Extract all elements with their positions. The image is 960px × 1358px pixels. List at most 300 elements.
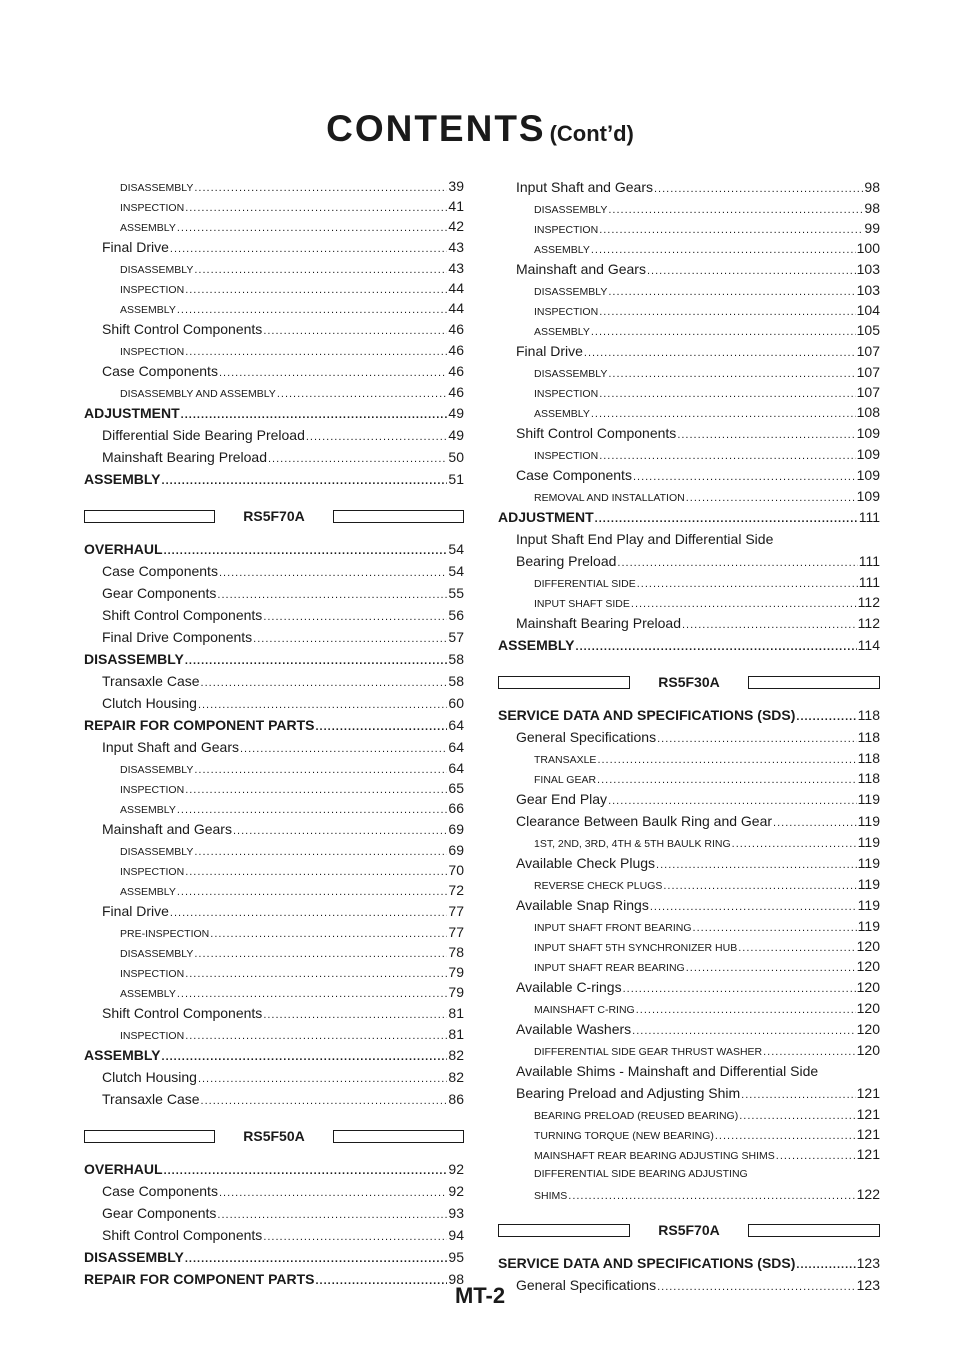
toc-entry[interactable] bbox=[84, 1224, 464, 1246]
toc-entry-label: DISASSEMBLY bbox=[534, 368, 608, 380]
page-number: MT-2 bbox=[454, 1283, 506, 1308]
toc-entry[interactable] bbox=[84, 360, 464, 382]
toc-entry-label: DISASSEMBLY bbox=[120, 948, 194, 960]
toc-entry-page: 123 bbox=[856, 1277, 880, 1293]
toc-entry-page: 51 bbox=[448, 471, 464, 487]
toc-entry-page: 92 bbox=[448, 1183, 464, 1199]
toc-entry[interactable] bbox=[84, 840, 464, 860]
toc-entry[interactable] bbox=[84, 278, 464, 298]
toc-entry[interactable] bbox=[84, 216, 464, 236]
toc-entry-page: 105 bbox=[856, 322, 880, 338]
dot-leader bbox=[198, 692, 447, 716]
toc-entry[interactable] bbox=[498, 486, 880, 506]
toc-entry-page: 72 bbox=[448, 882, 464, 898]
toc-entry[interactable] bbox=[498, 768, 880, 788]
dot-leader bbox=[773, 810, 857, 834]
toc-entry-page: 55 bbox=[448, 585, 464, 601]
toc-entry[interactable] bbox=[84, 382, 464, 402]
toc-entry-label: Clutch Housing bbox=[102, 695, 197, 711]
toc-entry-page: 107 bbox=[856, 343, 880, 359]
toc-entry[interactable] bbox=[84, 714, 464, 736]
toc-entry-label: REVERSE CHECK PLUGS bbox=[534, 880, 663, 892]
dot-leader bbox=[739, 1106, 855, 1126]
toc-entry-continued[interactable]: Available Shims - Mainshaft and Differential Side bbox=[516, 1063, 819, 1079]
toc-entry-label: ASSEMBLY bbox=[534, 408, 590, 420]
toc-entry[interactable] bbox=[498, 874, 880, 894]
toc-entry-page: 104 bbox=[856, 302, 880, 318]
toc-entry[interactable] bbox=[498, 810, 880, 832]
toc-entry[interactable] bbox=[498, 300, 880, 320]
toc-entry[interactable] bbox=[84, 1202, 464, 1224]
toc-entry-page: 64 bbox=[448, 739, 464, 755]
toc-entry[interactable] bbox=[84, 922, 464, 942]
dot-leader bbox=[677, 422, 855, 446]
toc-entry-label: Clutch Housing bbox=[102, 1069, 197, 1085]
toc-entry-page: 119 bbox=[857, 791, 880, 807]
toc-entry[interactable] bbox=[84, 560, 464, 582]
toc-entry-label: DISASSEMBLY bbox=[84, 1249, 184, 1265]
toc-entry-page: 112 bbox=[857, 594, 880, 610]
toc-entry-page: 121 bbox=[856, 1085, 880, 1101]
dot-leader bbox=[776, 1146, 856, 1166]
toc-entry-page: 49 bbox=[448, 427, 464, 443]
toc-entry[interactable] bbox=[84, 402, 464, 424]
toc-entry-page: 54 bbox=[448, 541, 464, 557]
toc-entry[interactable] bbox=[84, 626, 464, 648]
toc-entry-label: DISASSEMBLY AND ASSEMBLY bbox=[120, 388, 276, 400]
dot-leader bbox=[623, 976, 856, 1000]
dot-leader bbox=[796, 704, 856, 728]
toc-entry-label: INSPECTION bbox=[534, 224, 599, 236]
toc-entry[interactable] bbox=[498, 998, 880, 1018]
toc-entry-page: 120 bbox=[856, 958, 880, 974]
toc-entry-label: Gear End Play bbox=[516, 791, 608, 807]
toc-entry-page: 120 bbox=[856, 938, 880, 954]
toc-entry-page: 95 bbox=[448, 1249, 464, 1265]
toc-entry-page: 58 bbox=[448, 651, 464, 667]
toc-entry-label: Final Drive bbox=[516, 343, 583, 359]
toc-entry[interactable] bbox=[498, 748, 880, 768]
toc-entry-label: ADJUSTMENT bbox=[498, 509, 594, 525]
toc-entry[interactable] bbox=[84, 424, 464, 446]
toc-left-column bbox=[84, 176, 464, 1290]
toc-entry-label: REPAIR FOR COMPONENT PARTS bbox=[84, 717, 315, 733]
toc-entry[interactable] bbox=[498, 198, 880, 218]
toc-entry-page: 46 bbox=[448, 363, 464, 379]
dot-leader bbox=[597, 750, 856, 770]
dot-leader bbox=[599, 220, 863, 240]
toc-entry[interactable] bbox=[84, 1180, 464, 1202]
toc-entry[interactable] bbox=[84, 582, 464, 604]
toc-entry-page: 109 bbox=[856, 488, 880, 504]
dot-leader bbox=[198, 1066, 447, 1090]
toc-entry-label: Available C-rings bbox=[516, 979, 622, 995]
toc-entry[interactable] bbox=[84, 648, 464, 670]
dot-leader bbox=[654, 176, 863, 200]
dot-leader bbox=[219, 360, 447, 384]
dot-leader bbox=[686, 488, 856, 508]
dot-leader bbox=[162, 1044, 448, 1068]
dot-leader bbox=[597, 770, 857, 790]
toc-entry-label: Shift Control Components bbox=[102, 1005, 263, 1021]
toc-entry[interactable] bbox=[84, 298, 464, 318]
toc-entry-label: TRANSAXLE bbox=[534, 754, 597, 766]
toc-entry[interactable] bbox=[84, 468, 464, 490]
dot-leader bbox=[240, 736, 447, 760]
dot-leader bbox=[185, 280, 447, 300]
divider-bar bbox=[498, 676, 630, 689]
toc-entry-label: Mainshaft and Gears bbox=[102, 821, 232, 837]
toc-entry[interactable] bbox=[498, 832, 880, 852]
dot-leader bbox=[647, 258, 856, 282]
toc-entry-page: 112 bbox=[857, 615, 880, 631]
toc-entry-label: Available Snap Rings bbox=[516, 897, 649, 913]
toc-entry[interactable] bbox=[498, 1018, 880, 1040]
dot-leader bbox=[194, 944, 447, 964]
toc-entry[interactable] bbox=[498, 894, 880, 916]
toc-entry[interactable] bbox=[84, 318, 464, 340]
dot-leader bbox=[177, 882, 448, 902]
toc-entry-label: Shift Control Components bbox=[102, 1227, 263, 1243]
toc-entry-label: INSPECTION bbox=[534, 388, 599, 400]
toc-entry-label: INPUT SHAFT 5TH SYNCHRONIZER HUB bbox=[534, 942, 738, 954]
toc-entry-label: DISASSEMBLY bbox=[120, 764, 194, 776]
toc-entry[interactable] bbox=[84, 1044, 464, 1066]
toc-entry-label: INSPECTION bbox=[120, 1030, 185, 1042]
toc-entry-page: 99 bbox=[864, 220, 880, 236]
toc-entry[interactable] bbox=[84, 962, 464, 982]
toc-entry[interactable] bbox=[84, 942, 464, 962]
toc-entry[interactable] bbox=[498, 362, 880, 382]
toc-entry-page: 86 bbox=[448, 1091, 464, 1107]
toc-entry-page: 123 bbox=[856, 1255, 880, 1271]
dot-leader bbox=[162, 468, 448, 492]
toc-entry-label: Shift Control Components bbox=[102, 321, 263, 337]
toc-entry[interactable] bbox=[498, 422, 880, 444]
section-divider bbox=[84, 1118, 464, 1154]
toc-entry[interactable] bbox=[84, 1088, 464, 1110]
dot-leader bbox=[217, 582, 447, 606]
toc-entry-page: 79 bbox=[448, 964, 464, 980]
dot-leader bbox=[185, 1026, 447, 1046]
toc-entry[interactable] bbox=[498, 340, 880, 362]
toc-entry-page: 111 bbox=[858, 574, 880, 590]
toc-entry-page: 79 bbox=[448, 984, 464, 1000]
toc-entry-label: PRE-INSPECTION bbox=[120, 928, 210, 940]
toc-entry-label: MAINSHAFT C-RING bbox=[534, 1004, 635, 1016]
toc-entry[interactable] bbox=[84, 670, 464, 692]
divider-bar bbox=[333, 1130, 464, 1143]
toc-entry-page: 65 bbox=[448, 780, 464, 796]
section-divider bbox=[84, 498, 464, 534]
toc-entry-page: 93 bbox=[448, 1205, 464, 1221]
toc-entry[interactable] bbox=[84, 604, 464, 626]
toc-entry[interactable] bbox=[498, 634, 880, 656]
toc-entry-page: 82 bbox=[448, 1069, 464, 1085]
toc-entry-label: ASSEMBLY bbox=[498, 637, 575, 653]
toc-entry[interactable] bbox=[84, 538, 464, 560]
dot-leader bbox=[164, 1158, 448, 1182]
toc-entry[interactable] bbox=[498, 1252, 880, 1274]
toc-entry-page: 46 bbox=[448, 342, 464, 358]
toc-entry[interactable] bbox=[84, 340, 464, 360]
toc-entry[interactable] bbox=[84, 1246, 464, 1268]
dot-leader bbox=[584, 340, 856, 364]
toc-entry[interactable] bbox=[84, 236, 464, 258]
toc-entry-page: 108 bbox=[856, 404, 880, 420]
toc-entry-continued[interactable]: Input Shaft End Play and Differential Side bbox=[516, 531, 774, 547]
dot-leader bbox=[599, 302, 855, 322]
toc-entry[interactable] bbox=[498, 1082, 880, 1104]
toc-entry-page: 119 bbox=[857, 813, 880, 829]
dot-leader bbox=[617, 550, 857, 574]
toc-entry-label: ASSEMBLY bbox=[534, 326, 590, 338]
toc-entry-label: Shift Control Components bbox=[516, 425, 677, 441]
toc-entry-label: DISASSEMBLY bbox=[84, 651, 184, 667]
toc-entry-label: ASSEMBLY bbox=[120, 304, 176, 316]
toc-entry-label: ASSEMBLY bbox=[84, 471, 161, 487]
toc-entry-page: 100 bbox=[856, 240, 880, 256]
toc-entry[interactable] bbox=[84, 860, 464, 880]
toc-entry-page: 121 bbox=[856, 1126, 880, 1142]
toc-entry-page: 60 bbox=[448, 695, 464, 711]
section-title: RS5F50A bbox=[243, 1128, 305, 1144]
toc-entry[interactable] bbox=[498, 176, 880, 198]
toc-entry[interactable] bbox=[498, 444, 880, 464]
toc-entry-label: General Specifications bbox=[516, 1277, 657, 1293]
toc-entry-page: 118 bbox=[857, 707, 880, 723]
toc-entry-page: 120 bbox=[856, 1000, 880, 1016]
dot-leader bbox=[796, 1252, 855, 1276]
toc-entry[interactable] bbox=[84, 900, 464, 922]
toc-entry-page: 56 bbox=[448, 607, 464, 623]
dot-leader bbox=[608, 282, 855, 302]
divider-bar bbox=[748, 676, 880, 689]
dot-leader bbox=[170, 900, 448, 924]
dot-leader bbox=[185, 198, 447, 218]
dot-leader bbox=[268, 446, 447, 470]
toc-entry[interactable] bbox=[84, 758, 464, 778]
toc-entry-page: 119 bbox=[857, 876, 880, 892]
toc-entry-page: 107 bbox=[856, 364, 880, 380]
toc-entry-label: DISASSEMBLY bbox=[120, 264, 194, 276]
toc-entry[interactable] bbox=[498, 956, 880, 976]
dot-leader bbox=[185, 862, 447, 882]
dot-leader bbox=[233, 818, 447, 842]
dot-leader bbox=[185, 780, 447, 800]
dot-leader bbox=[201, 1088, 448, 1112]
toc-entry[interactable] bbox=[84, 1066, 464, 1088]
toc-entry[interactable] bbox=[498, 238, 880, 258]
toc-entry-page: 120 bbox=[856, 1021, 880, 1037]
toc-entry-page: 98 bbox=[864, 179, 880, 195]
toc-entry-page: 114 bbox=[857, 637, 880, 653]
toc-entry-label: Available Check Plugs bbox=[516, 855, 656, 871]
toc-entry-page: 118 bbox=[857, 750, 880, 766]
contents-heading: CONTENTS bbox=[326, 108, 546, 149]
toc-entry[interactable] bbox=[84, 778, 464, 798]
toc-entry[interactable] bbox=[84, 446, 464, 468]
dot-leader bbox=[194, 178, 447, 198]
toc-entry-label: SERVICE DATA AND SPECIFICATIONS (SDS) bbox=[498, 707, 796, 723]
toc-entry[interactable] bbox=[498, 258, 880, 280]
divider-bar bbox=[748, 1224, 880, 1237]
dot-leader bbox=[763, 1042, 856, 1062]
toc-entry[interactable] bbox=[84, 692, 464, 714]
toc-entry-label: 1ST, 2ND, 3RD, 4TH & 5TH BAULK RING bbox=[534, 838, 731, 850]
dot-leader bbox=[177, 300, 448, 320]
toc-entry[interactable] bbox=[498, 506, 880, 528]
section-title: RS5F70A bbox=[658, 1222, 720, 1238]
toc-entry[interactable] bbox=[84, 798, 464, 818]
toc-entry-label: INPUT SHAFT SIDE bbox=[534, 598, 630, 610]
dot-leader bbox=[194, 260, 447, 280]
toc-entry-page: 119 bbox=[857, 897, 880, 913]
dot-leader bbox=[568, 1186, 855, 1206]
toc-entry-continued[interactable]: DIFFERENTIAL SIDE BEARING ADJUSTING bbox=[534, 1168, 748, 1180]
dot-leader bbox=[608, 200, 863, 220]
toc-entry[interactable] bbox=[84, 176, 464, 196]
toc-entry-label: Transaxle Case bbox=[102, 673, 200, 689]
toc-entry-label: Mainshaft Bearing Preload bbox=[102, 449, 267, 465]
toc-entry-label: INSPECTION bbox=[120, 202, 185, 214]
toc-entry-label: DISASSEMBLY bbox=[534, 204, 608, 216]
dot-leader bbox=[170, 236, 448, 260]
toc-entry[interactable] bbox=[84, 196, 464, 216]
toc-right-column bbox=[498, 176, 880, 1296]
toc-entry[interactable] bbox=[498, 788, 880, 810]
toc-entry[interactable] bbox=[498, 936, 880, 956]
toc-entry[interactable] bbox=[84, 880, 464, 900]
toc-entry[interactable] bbox=[498, 592, 880, 612]
page-title bbox=[0, 108, 960, 150]
toc-entry-page: 98 bbox=[448, 1271, 464, 1287]
toc-entry-label: OVERHAUL bbox=[84, 541, 163, 557]
toc-entry-page: 44 bbox=[448, 300, 464, 316]
toc-entry-label: Case Components bbox=[102, 363, 218, 379]
dot-leader bbox=[686, 958, 856, 978]
toc-entry-page: 39 bbox=[448, 178, 464, 194]
toc-entry-label: Gear Components bbox=[102, 1205, 217, 1221]
toc-entry-label: Bearing Preload bbox=[516, 553, 617, 569]
toc-entry[interactable] bbox=[84, 982, 464, 1002]
toc-entry[interactable] bbox=[498, 726, 880, 748]
toc-entry[interactable] bbox=[498, 402, 880, 422]
toc-entry[interactable] bbox=[498, 572, 880, 592]
toc-entry-label: Shift Control Components bbox=[102, 607, 263, 623]
toc-entry[interactable] bbox=[498, 1104, 880, 1124]
toc-entry[interactable] bbox=[498, 1040, 880, 1060]
toc-entry[interactable] bbox=[498, 280, 880, 300]
dot-leader bbox=[316, 714, 448, 738]
toc-entry-label: Transaxle Case bbox=[102, 1091, 200, 1107]
dot-leader bbox=[185, 342, 447, 362]
section-divider bbox=[498, 1212, 880, 1248]
divider-bar bbox=[333, 510, 464, 523]
toc-entry[interactable] bbox=[498, 976, 880, 998]
dot-leader bbox=[632, 1018, 855, 1042]
toc-entry[interactable] bbox=[84, 736, 464, 758]
toc-entry-label: Differential Side Bearing Preload bbox=[102, 427, 305, 443]
toc-entry-label: INSPECTION bbox=[120, 866, 185, 878]
toc-entry-label: ASSEMBLY bbox=[120, 988, 176, 1000]
toc-entry-label: OVERHAUL bbox=[84, 1161, 163, 1177]
toc-entry[interactable] bbox=[498, 550, 880, 572]
toc-entry-page: 94 bbox=[448, 1227, 464, 1243]
section-title: RS5F30A bbox=[658, 674, 720, 690]
toc-entry-page: 44 bbox=[448, 280, 464, 296]
toc-entry-page: 66 bbox=[448, 800, 464, 816]
dot-leader bbox=[164, 538, 448, 562]
toc-entry[interactable] bbox=[84, 1002, 464, 1024]
toc-entry[interactable] bbox=[498, 382, 880, 402]
dot-leader bbox=[693, 918, 857, 938]
toc-entry[interactable] bbox=[498, 852, 880, 874]
dot-leader bbox=[591, 240, 856, 260]
dot-leader bbox=[738, 938, 855, 958]
toc-entry[interactable] bbox=[498, 612, 880, 634]
toc-entry[interactable] bbox=[84, 1024, 464, 1044]
toc-entry[interactable] bbox=[498, 464, 880, 486]
dot-leader bbox=[201, 670, 448, 694]
toc-entry[interactable] bbox=[498, 1144, 880, 1164]
toc-entry-label: ASSEMBLY bbox=[120, 886, 176, 898]
toc-entry[interactable] bbox=[498, 916, 880, 936]
toc-entry-page: 46 bbox=[448, 384, 464, 400]
dot-leader bbox=[682, 612, 857, 636]
toc-entry-page: 49 bbox=[448, 405, 464, 421]
toc-entry-label: ASSEMBLY bbox=[84, 1047, 161, 1063]
toc-entry-label: Gear Components bbox=[102, 585, 217, 601]
toc-entry-label: Final Drive bbox=[102, 903, 169, 919]
toc-entry-label: Case Components bbox=[102, 563, 218, 579]
toc-entry-label: INPUT SHAFT REAR BEARING bbox=[534, 962, 685, 974]
toc-entry-page: 46 bbox=[448, 321, 464, 337]
dot-leader bbox=[263, 1224, 447, 1248]
dot-leader bbox=[650, 894, 857, 918]
dot-leader bbox=[595, 506, 858, 530]
toc-entry[interactable] bbox=[498, 1124, 880, 1144]
toc-entry[interactable] bbox=[84, 818, 464, 840]
toc-entry-page: 77 bbox=[448, 924, 464, 940]
dot-leader bbox=[177, 984, 448, 1004]
toc-entry[interactable] bbox=[498, 218, 880, 238]
toc-entry-label: DISASSEMBLY bbox=[120, 182, 194, 194]
dot-leader bbox=[663, 876, 856, 896]
toc-entry-label: General Specifications bbox=[516, 729, 657, 745]
dot-leader bbox=[656, 852, 857, 876]
toc-entry[interactable] bbox=[498, 320, 880, 340]
toc-entry[interactable] bbox=[84, 1158, 464, 1180]
toc-entry-page: 109 bbox=[856, 425, 880, 441]
section-divider bbox=[498, 664, 880, 700]
toc-entry-page: 58 bbox=[448, 673, 464, 689]
toc-entry-page: 43 bbox=[448, 239, 464, 255]
toc-entry-label: Bearing Preload and Adjusting Shim bbox=[516, 1085, 741, 1101]
toc-entry-page: 42 bbox=[448, 218, 464, 234]
toc-entry-page: 103 bbox=[856, 261, 880, 277]
toc-entry-page: 82 bbox=[448, 1047, 464, 1063]
toc-entry[interactable] bbox=[498, 704, 880, 726]
toc-entry[interactable] bbox=[498, 1184, 880, 1204]
divider-bar bbox=[84, 1130, 215, 1143]
toc-entry-page: 69 bbox=[448, 842, 464, 858]
toc-entry-page: 92 bbox=[448, 1161, 464, 1177]
toc-entry[interactable] bbox=[84, 258, 464, 278]
toc-entry-label: ASSEMBLY bbox=[534, 244, 590, 256]
toc-entry-page: 122 bbox=[856, 1186, 880, 1202]
toc-entry-label: Final Drive Components bbox=[102, 629, 253, 645]
